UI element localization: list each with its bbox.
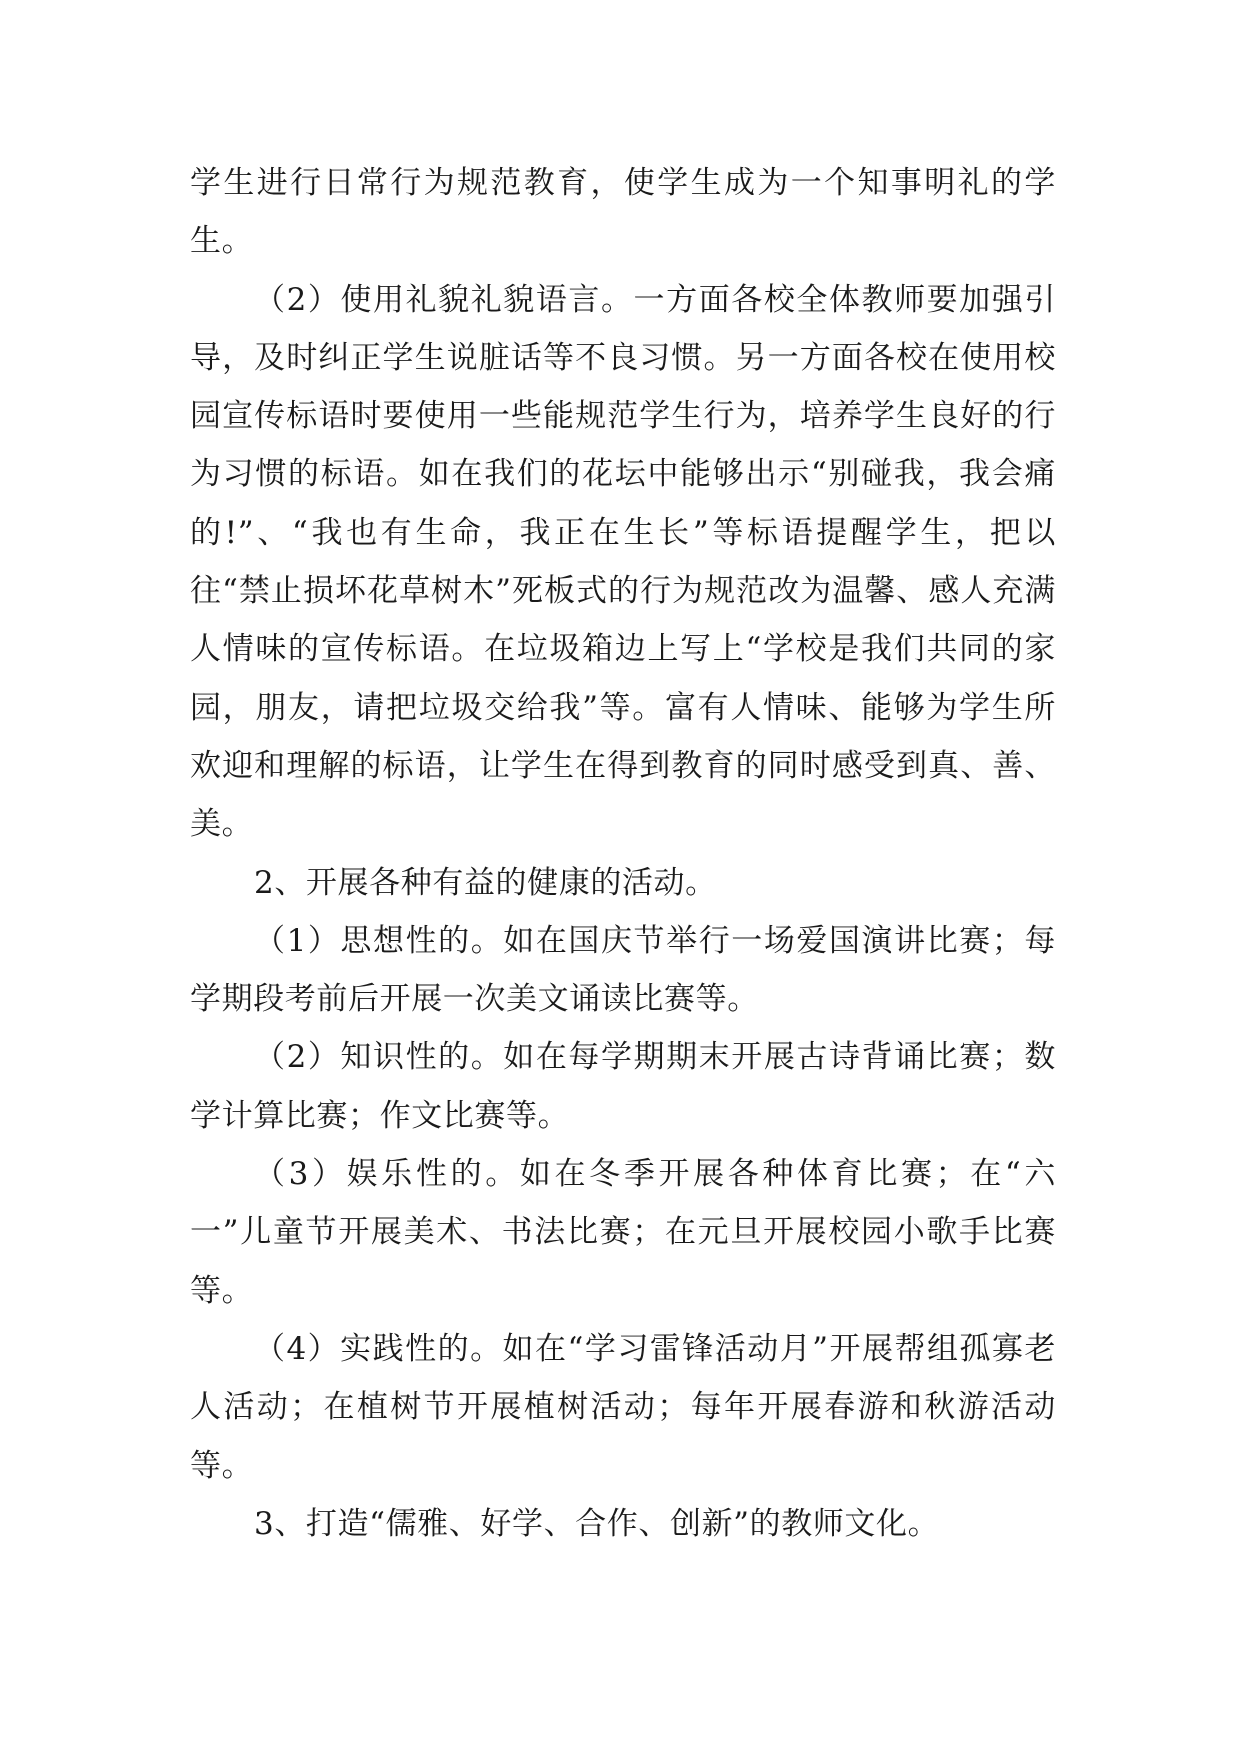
heading-activities: 2、开展各种有益的健康的活动。 <box>254 864 717 901</box>
paragraph-practice: （4）实践性的。如在“学习雷锋活动月”开展帮组孤寡老人活动；在植树节开展植树活动；每年开展春游和秋游活动等。 <box>190 1330 1056 1484</box>
paragraph-knowledge: （2）知识性的。如在每学期期末开展古诗背诵比赛；数学计算比赛；作文比赛等。 <box>190 1039 1056 1134</box>
paragraph-continuation: 学生进行日常行为规范教育，使学生成为一个知事明礼的学生。 <box>190 165 1056 260</box>
paragraph-polite-language: （2）使用礼貌礼貌语言。一方面各校全体教师要加强引导，及时纠正学生说脏话等不良习惯。另一方面各校在使用校园宣传标语时要使用一些能规范学生行为，培养学生良好的行为习惯的标语。如在我们的花坛中能够出示“别碰我，我会痛的!”、“我也有生命，我正在生长”等标语提醒学生，把以往“禁止损坏花草树木”死板式的行为规范改为温馨、感人充满人情味的宣传标语。在垃圾箱边上写上“学校是我们共同的家园，朋友，请把垃圾交给我”等。富有人情味、能够为学生所欢迎和理解的标语，让学生在得到教育的同时感受到真、善、美。 <box>190 281 1056 843</box>
document-body <box>190 154 1056 1553</box>
paragraph-ideological: （1）思想性的。如在国庆节举行一场爱国演讲比赛；每学期段考前后开展一次美文诵读比赛等。 <box>190 922 1056 1018</box>
paragraph-entertainment: （3）娱乐性的。如在冬季开展各种体育比赛；在“六一”儿童节开展美术、书法比赛；在元旦开展校园小歌手比赛等。 <box>190 1156 1056 1309</box>
heading-teacher-culture: 3、打造“儒雅、好学、合作、创新”的教师文化。 <box>254 1505 940 1542</box>
